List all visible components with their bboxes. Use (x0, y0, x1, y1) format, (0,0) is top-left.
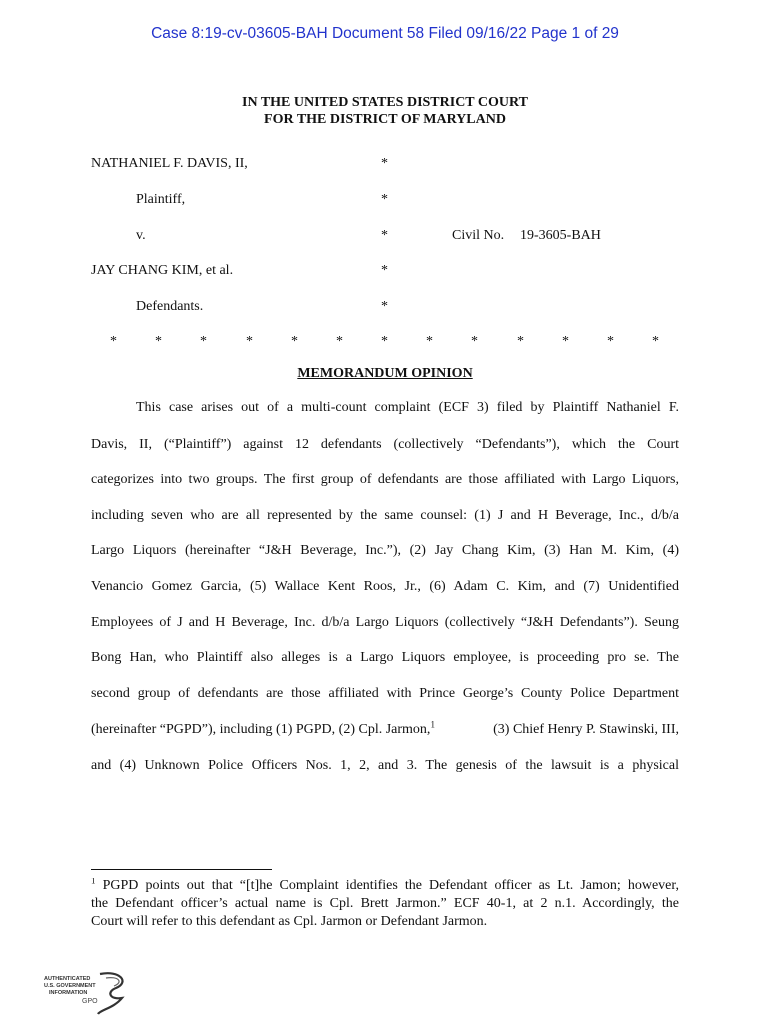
gpo-seal-icon (40, 970, 140, 1016)
divider-star: * (336, 334, 343, 349)
divider-star: * (291, 334, 298, 349)
body-text-line: Bong Han, who Plaintiff also alleges is a Largo Liquors employee, is proceeding pro se. The (91, 650, 679, 665)
civil-no-value: 19-3605-BAH (520, 228, 601, 243)
case-header-stamp: Case 8:19-cv-03605-BAH Document 58 Filed 09/16/22 Page 1 of 29 (151, 25, 619, 42)
body-text-line: second group of defendants are those affiliated with Prince George’s County Police Department (91, 686, 679, 701)
versus: v. (136, 228, 146, 243)
divider-star: * (155, 334, 162, 349)
divider-star: * (562, 334, 569, 349)
footnote-reference[interactable]: 1 (430, 719, 435, 730)
divider-star: * (607, 334, 614, 349)
body-text-line: Employees of J and H Beverage, Inc. d/b/a Largo Liquors (collectively “J&H Defendants”). Seung (91, 615, 679, 630)
defendant-role: Defendants. (136, 299, 204, 314)
divider-star: * (381, 334, 388, 349)
plaintiff-name: NATHANIEL F. DAVIS, II, (91, 156, 248, 171)
caption-star: * (381, 192, 388, 207)
body-text-line (91, 719, 679, 738)
body-text-line: Davis, II, (“Plaintiff”) against 12 defendants (collectively “Defendants”), which the Court (91, 437, 679, 452)
plaintiff-role: Plaintiff, (136, 192, 186, 207)
divider-star: * (246, 334, 253, 349)
divider-star: * (200, 334, 207, 349)
footnote-text: PGPD points out that “[t]he Complaint identifies the Defendant officer as Lt. Jamon; however, (95, 878, 679, 893)
caption-star: * (381, 299, 388, 314)
seal-text: GPO (82, 998, 98, 1005)
divider-star: * (517, 334, 524, 349)
footnote-separator (91, 869, 272, 870)
civil-no-label: Civil No. (452, 228, 505, 243)
caption-star: * (381, 228, 388, 243)
divider-star: * (471, 334, 478, 349)
body-text-line: Largo Liquors (hereinafter “J&H Beverage, Inc.”), (2) Jay Chang Kim, (3) Han M. Kim, (4) (91, 543, 679, 558)
body-text-line: including seven who are all represented by the same counsel: (1) J and H Beverage, Inc., d/b/a (91, 508, 679, 523)
body-text-segment: (hereinafter “PGPD”), including (1) PGPD, (2) Cpl. Jarmon, (91, 722, 431, 737)
body-text-line: This case arises out of a multi-count complaint (ECF 3) filed by Plaintiff Nathaniel F. (136, 400, 679, 415)
body-text-line: and (4) Unknown Police Officers Nos. 1, 2, and 3. The genesis of the lawsuit is a physical (91, 758, 679, 773)
court-name: IN THE UNITED STATES DISTRICT COURT (242, 95, 528, 110)
footnote-mark: 1 (91, 878, 96, 886)
body-text-segment: (3) Chief Henry P. Stawinski, III, (493, 722, 679, 737)
caption-star: * (381, 156, 388, 171)
seal-text: AUTHENTICATED (44, 976, 91, 982)
caption-star: * (381, 263, 388, 278)
seal-text: INFORMATION (49, 990, 88, 996)
divider-star: * (652, 334, 659, 349)
seal-text: U.S. GOVERNMENT (44, 983, 96, 989)
footnote-line: the Defendant officer’s actual name is Cpl. Brett Jarmon.” ECF 40-1, at 2 n.1. Accordingly, the (91, 896, 679, 911)
divider-star: * (426, 334, 433, 349)
footnote-line: Court will refer to this defendant as Cpl. Jarmon or Defendant Jarmon. (91, 914, 488, 929)
divider-star: * (110, 334, 117, 349)
defendant-name: JAY CHANG KIM, et al. (91, 263, 234, 278)
body-text-line: categorizes into two groups. The first group of defendants are those affiliated with Largo Liquors, (91, 472, 679, 487)
document-title: MEMORANDUM OPINION (297, 366, 473, 381)
footnote-line (91, 878, 679, 896)
court-district: FOR THE DISTRICT OF MARYLAND (264, 112, 506, 127)
body-text-line: Venancio Gomez Garcia, (5) Wallace Kent Roos, Jr., (6) Adam C. Kim, and (7) Unidentified (91, 579, 679, 594)
gpo-authentication-seal (40, 970, 140, 1016)
